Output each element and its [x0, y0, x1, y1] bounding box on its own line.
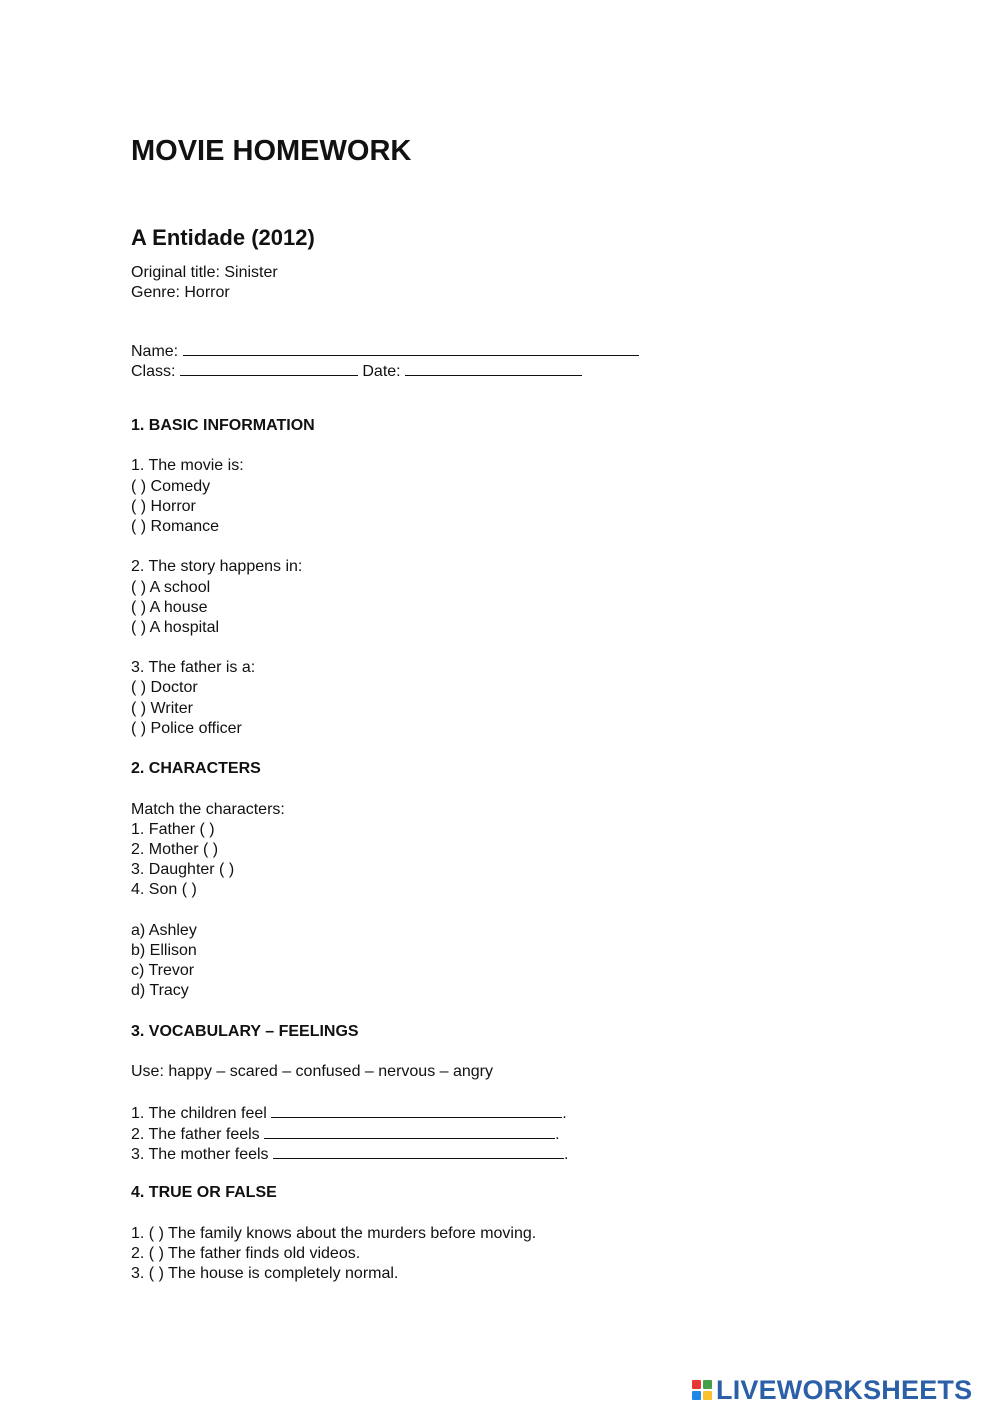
option[interactable]: ( ) Writer [131, 699, 193, 717]
name-field[interactable] [183, 340, 639, 356]
class-date-row [131, 360, 639, 380]
date-field[interactable] [405, 360, 582, 376]
student-info [131, 340, 639, 380]
character-item[interactable]: 2. Mother ( ) [131, 840, 219, 858]
genre: Genre: Horror [131, 284, 230, 302]
period: . [555, 1125, 560, 1143]
fill-sentence [131, 1143, 568, 1163]
page-title: MOVIE HOMEWORK [131, 135, 412, 167]
statement[interactable]: 1. ( ) The family knows about the murders before moving. [131, 1224, 537, 1242]
movie-title: A Entidade (2012) [131, 225, 315, 250]
name-option: b) Ellison [131, 941, 197, 959]
section-heading: 1. BASIC INFORMATION [131, 417, 315, 434]
question-text: 2. The story happens in: [131, 558, 303, 576]
answer-field[interactable] [264, 1123, 555, 1139]
option[interactable]: ( ) Romance [131, 517, 220, 535]
question-text: 1. The movie is: [131, 457, 244, 475]
instruction: Match the characters: [131, 800, 285, 818]
section-heading: 3. VOCABULARY – FEELINGS [131, 1022, 359, 1040]
character-item[interactable]: 4. Son ( ) [131, 881, 197, 899]
character-item[interactable]: 1. Father ( ) [131, 820, 215, 838]
name-label: Name: [131, 343, 179, 360]
word-bank: Use: happy – scared – confused – nervous – angry [131, 1063, 493, 1080]
section-basic-information [131, 416, 568, 1284]
statement[interactable]: 3. ( ) The house is completely normal. [131, 1264, 399, 1282]
section-heading: 2. CHARACTERS [131, 760, 261, 778]
answer-field[interactable] [271, 1102, 562, 1118]
period: . [564, 1145, 569, 1163]
period: . [562, 1105, 567, 1123]
name-option: a) Ashley [131, 921, 197, 939]
statement[interactable]: 2. ( ) The father finds old videos. [131, 1244, 361, 1262]
option[interactable]: ( ) A hospital [131, 618, 220, 636]
fill-sentence [131, 1123, 568, 1143]
option[interactable]: ( ) Horror [131, 497, 196, 515]
answer-field[interactable] [273, 1143, 564, 1159]
name-option: c) Trevor [131, 962, 195, 980]
date-label: Date: [362, 363, 401, 381]
name-row [131, 340, 639, 360]
fill-sentence [131, 1102, 568, 1122]
name-option: d) Tracy [131, 982, 189, 1000]
class-label: Class: [131, 363, 176, 381]
sentence-text: 2. The father feels [131, 1125, 260, 1143]
option[interactable]: ( ) A house [131, 598, 208, 616]
option[interactable]: ( ) Doctor [131, 679, 198, 697]
sentence-text: 1. The children feel [131, 1105, 267, 1123]
logo-icon [692, 1380, 712, 1400]
logo-text: LIVEWORKSHEETS [716, 1375, 973, 1405]
movie-info [131, 263, 278, 303]
class-field[interactable] [180, 360, 358, 376]
sentence-text: 3. The mother feels [131, 1145, 269, 1163]
character-item[interactable]: 3. Daughter ( ) [131, 861, 235, 879]
question-text: 3. The father is a: [131, 659, 256, 677]
liveworksheets-logo [692, 1374, 972, 1406]
section-heading: 4. TRUE OR FALSE [131, 1184, 277, 1202]
option[interactable]: ( ) Comedy [131, 477, 211, 495]
original-title: Original title: Sinister [131, 264, 278, 281]
option[interactable]: ( ) A school [131, 578, 211, 596]
option[interactable]: ( ) Police officer [131, 719, 242, 737]
